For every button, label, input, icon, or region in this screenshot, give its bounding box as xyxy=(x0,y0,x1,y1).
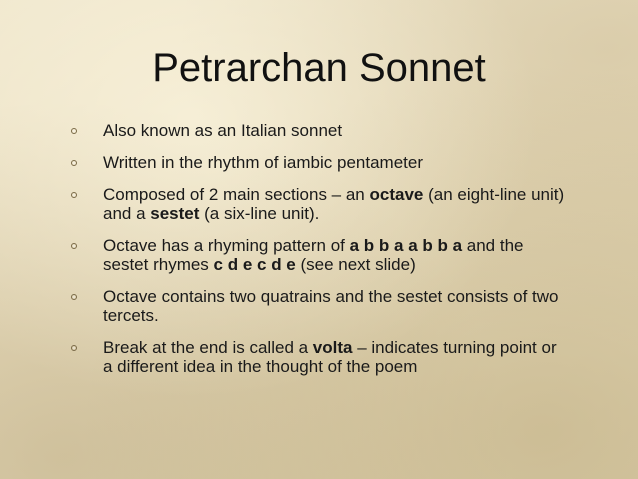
bullet-icon xyxy=(71,192,77,198)
bullet-text-segment: Composed of 2 main sections – an xyxy=(103,185,370,204)
bullet-text-segment: Written in the rhythm of iambic pentameter xyxy=(103,153,423,172)
bullet-bold-term: c d e c d e xyxy=(213,255,296,274)
bullet-text xyxy=(103,185,564,223)
bullet-list xyxy=(70,121,570,389)
bullet-bold-term: sestet xyxy=(150,204,200,223)
bullet-text-segment: Break at the end is called a xyxy=(103,338,313,357)
bullet-text-segment: Also known as an Italian sonnet xyxy=(103,121,343,140)
bullet-item xyxy=(70,185,570,223)
bullet-text xyxy=(103,338,557,376)
bullet-icon xyxy=(71,294,77,300)
bullet-text xyxy=(103,287,558,325)
bullet-item xyxy=(70,338,570,376)
bullet-text-segment: (an eight-line unit) and a xyxy=(103,185,565,223)
bullet-text-segment: (see next slide) xyxy=(295,255,416,274)
bullet-icon xyxy=(71,128,77,134)
bullet-item xyxy=(70,121,570,140)
bullet-bold-term: a b b a a b b a xyxy=(349,236,463,255)
bullet-text-segment: (a six-line unit). xyxy=(199,204,320,223)
slide-title: Petrarchan Sonnet xyxy=(152,46,486,90)
bullet-text-segment: and the sestet rhymes xyxy=(103,236,524,274)
bullet-text-segment: Octave has a rhyming pattern of xyxy=(103,236,350,255)
bullet-icon xyxy=(71,160,77,166)
bullet-icon xyxy=(71,243,77,249)
bullet-text xyxy=(103,153,423,172)
bullet-bold-term: volta xyxy=(312,338,353,357)
bullet-text-segment: – indicates turning point or a different idea in the thought of the poem xyxy=(103,338,557,376)
bullet-item xyxy=(70,287,570,325)
bullet-text xyxy=(103,121,342,140)
bullet-item xyxy=(70,153,570,172)
bullet-icon xyxy=(71,345,77,351)
bullet-text-segment: Octave contains two quatrains and the sestet consists of two tercets. xyxy=(103,287,559,325)
bullet-bold-term: octave xyxy=(369,185,424,204)
bullet-text xyxy=(103,236,524,274)
bullet-item xyxy=(70,236,570,274)
